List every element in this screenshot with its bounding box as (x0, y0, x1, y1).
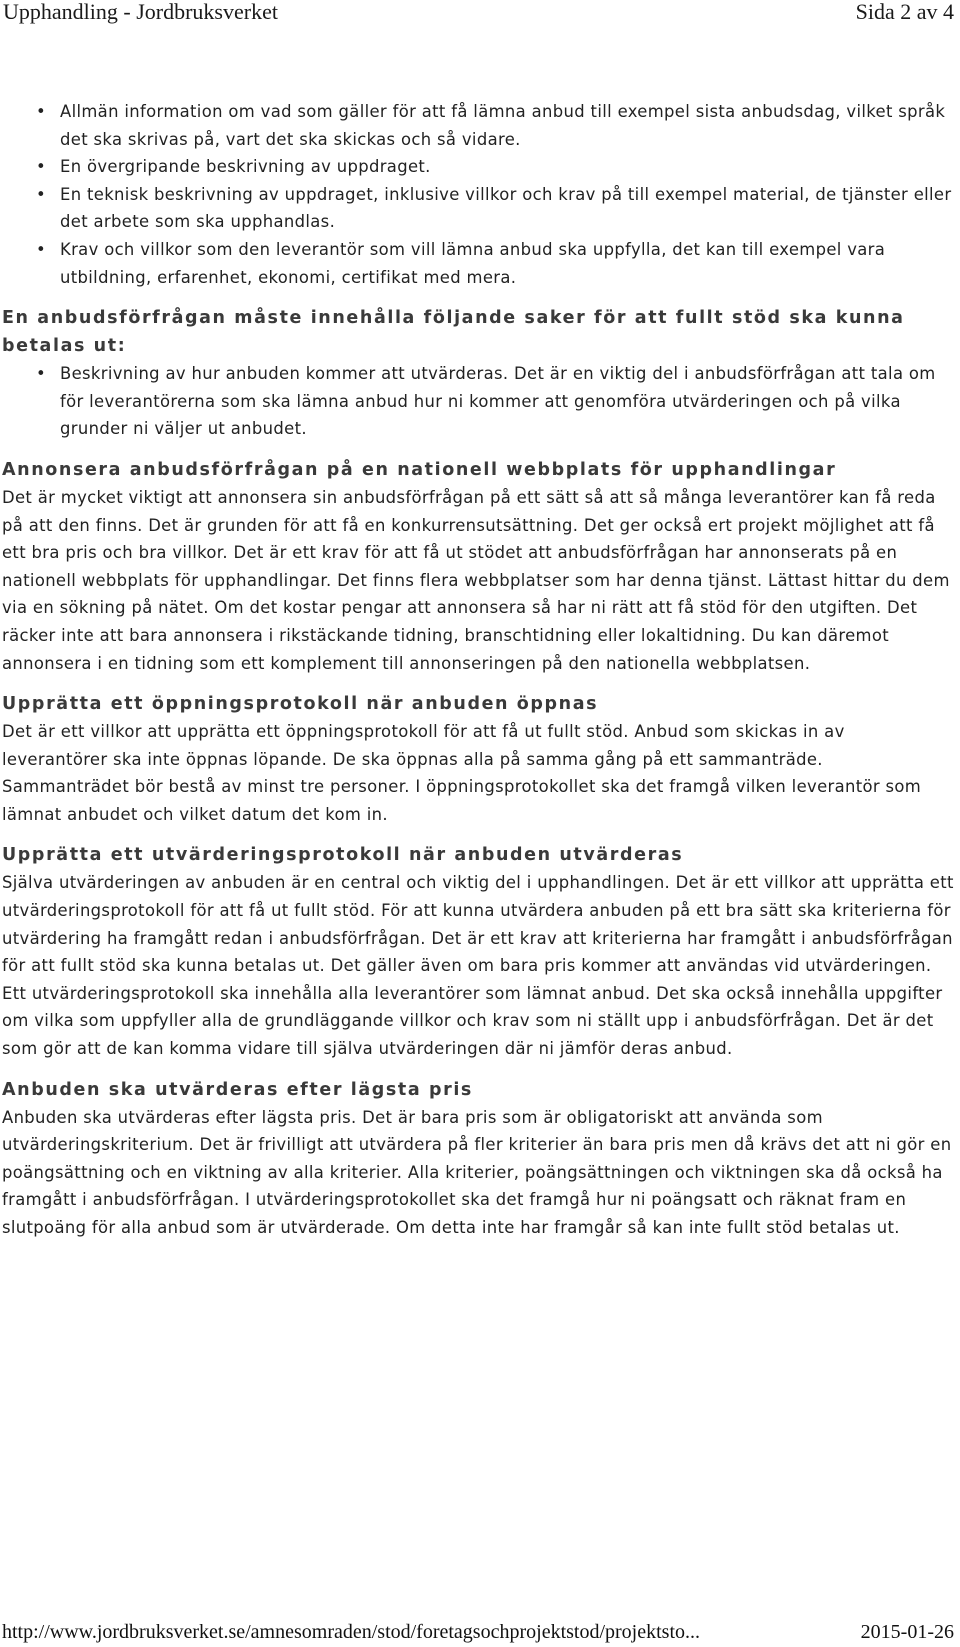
list-item: • Krav och villkor som den leverantör som vill lämna anbud ska uppfylla, det kan till exempel vara utbildning, erfarenhet, ekonomi, certifikat med mera. (60, 236, 954, 291)
section-heading: Upprätta ett utvärderingsprotokoll när anbuden utvärderas (2, 845, 684, 866)
info-list (2, 98, 954, 291)
page-number: Sida 2 av 4 (855, 0, 954, 24)
section-text: Anbuden ska utvärderas efter lägsta pris. Det är bara pris som är obligatoriskt att använda som utvärderingskriterium. Det är frivilligt att utvärdera på fler kriterier än bara pris men då krävs det att ni gör en poängsättning och en viktning av alla kriterier. Alla kriterier, poängsättningen och viktningen ska då också ha framgått i anbudsförfrågan. I utvärderingsprotokollet ska det framgå hur ni poängsatt och räknat fram en slutpoäng för alla anbud som är utvärderade. Om detta inte har framgår så kan inte fullt stöd betalas ut. (2, 1107, 952, 1237)
section-text: Det är ett villkor att upprätta ett öppningsprotokoll för att få ut fullt stöd. Anbud som skickas in av leverantörer ska inte öppnas löpande. De ska öppnas alla på samma gång på ett sammanträde. Sammanträdet bör bestå av minst tre personer. I öppningsprotokollet ska det framgå vilken leverantör som lämnat anbudet och vilket datum det kom in. (2, 722, 922, 824)
section-heading: Anbuden ska utvärderas efter lägsta pris (2, 1079, 473, 1100)
list-item: • En teknisk beskrivning av uppdraget, inklusive villkor och krav på till exempel material, de tjänster eller det arbete som ska upphandlas. (60, 181, 954, 236)
section-requirements (2, 304, 954, 443)
list-item: • Allmän information om vad som gäller för att få lämna anbud till exempel sista anbudsdag, vilket språk det ska skrivas på, vart det ska skickas och så vidare. (60, 98, 954, 153)
page-header (0, 0, 960, 28)
section-heading: Upprätta ett öppningsprotokoll när anbuden öppnas (2, 694, 599, 715)
section-heading: Annonsera anbudsförfrågan på en nationell webbplats för upphandlingar (2, 459, 837, 480)
list-item: • Beskrivning av hur anbuden kommer att utvärderas. Det är en viktig del i anbudsförfrågan att tala om för leverantörerna som ska lämna anbud hur ni kommer att genomföra utvärderingen och på vilka grunder ni väljer ut anbudet. (60, 360, 954, 443)
section-text: Det är mycket viktigt att annonsera sin anbudsförfrågan på ett sätt så att så många leverantörer kan få reda på att den finns. Det är grunden för att få en konkurrensutsättning. Det ger också ert projekt möjlighet att få ett bra pris och bra villkor. Det är ett krav för att få ut stödet att anbudsförfrågan har annonserats på en nationell webbplats för upphandlingar. Det finns flera webbplatser som har denna tjänst. Lättast hittar du dem via en sökning på nätet. Om det kostar pengar att annonsera så har ni rätt att få stöd för den utgiften. Det räcker inte att bara annonsera i rikstäckande tidning, branschtidning eller lokaltidning. Du kan däremot annonsera i en tidning som ett komplement till annonseringen på den nationella webbplatsen. (2, 487, 950, 673)
document-title: Upphandling - Jordbruksverket (3, 0, 278, 24)
section-lowest-price (2, 1076, 954, 1242)
section-text: Själva utvärderingen av anbuden är en central och viktig del i upphandlingen. Det är ett villkor att upprätta ett utvärderingsprotokoll för att få ut fullt stöd. För att kunna utvärdera anbuden på ett bra sätt ska kriterierna för utvärdering ha framgått redan i anbudsförfrågan. Det är ett krav att kriterierna har framgått i anbudsförfrågan för att fullt stöd ska kunna betalas ut. Det gäller även om bara pris kommer att användas vid utvärderingen. Ett utvärderingsprotokoll ska innehålla alla leverantörer som lämnat anbud. Det ska också innehålla uppgifter om vilka som uppfyller alla de grundläggande villkor och krav som ni ställt upp i anbudsförfrågan. Det är det som gör att de kan komma vidare till själva utvärderingen där ni jämför deras anbud. (2, 873, 954, 1059)
section-heading: En anbudsförfrågan måste innehålla följande saker för att fullt stöd ska kunna betalas ut: (2, 308, 905, 357)
section-opening-protocol (2, 690, 954, 828)
section-evaluation-protocol (2, 841, 954, 1062)
document-body (2, 98, 954, 1242)
section-advertise (2, 456, 954, 677)
footer-date: 2015-01-26 (860, 1621, 954, 1643)
list-item: • En övergripande beskrivning av uppdraget. (60, 153, 954, 181)
page-footer (0, 1620, 960, 1646)
requirements-list (2, 360, 954, 443)
footer-url: http://www.jordbruksverket.se/amnesomraden/stod/foretagsochprojektstod/projektsto... (2, 1621, 701, 1643)
